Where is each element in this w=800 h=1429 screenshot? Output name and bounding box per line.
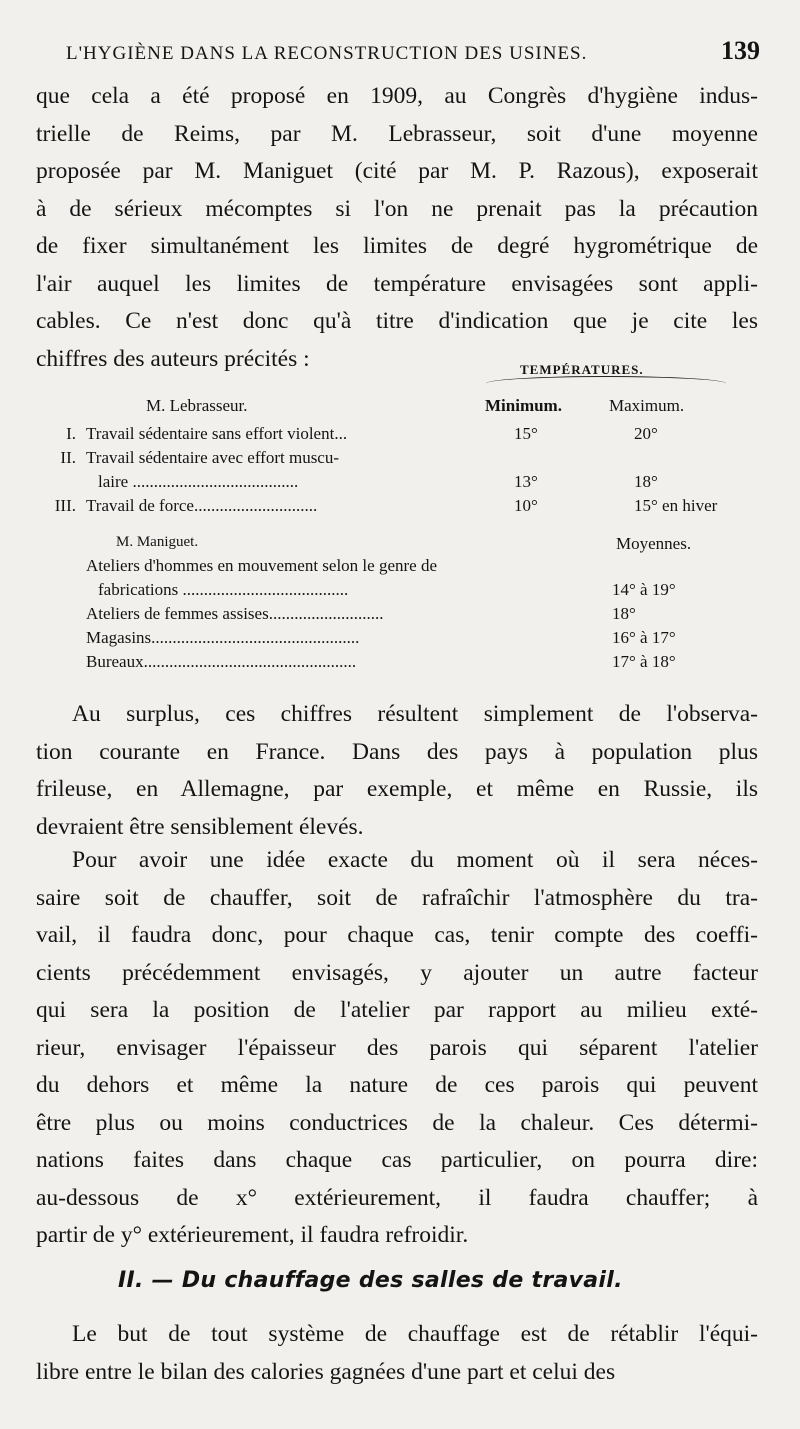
- text-line: cables. Ce n'est donc qu'à titre d'indication que je cite les: [36, 308, 758, 334]
- table-row: [36, 472, 766, 496]
- row-label: fabrications .......................................: [98, 580, 349, 599]
- row-number: II.: [60, 448, 76, 467]
- page-number: 139: [721, 36, 760, 65]
- text-line: nations faites dans chaque cas particulier, on pourra dire:: [36, 1147, 758, 1173]
- text-line: trielle de Reims, par M. Lebrasseur, soit d'une moyenne: [36, 120, 758, 147]
- table-row: [36, 448, 766, 472]
- row-maximum: 15° en hiver: [634, 496, 718, 515]
- table-row: [36, 652, 766, 676]
- text-line: saire soit de chauffer, soit de rafraîchir l'atmosphère du tra-: [36, 884, 758, 911]
- row-label: Ateliers de femmes assises...........................: [86, 604, 384, 623]
- table-row: [36, 496, 766, 520]
- running-title: L'HYGIÈNE DANS LA RECONSTRUCTION DES USINES.: [66, 43, 588, 64]
- row-label: Ateliers d'hommes en mouvement selon le genre de: [86, 556, 437, 575]
- table-header-row: [36, 396, 766, 420]
- row-minimum: 13°: [514, 472, 538, 491]
- brace-line: [486, 376, 726, 391]
- column-maximum: Maximum.: [609, 396, 685, 415]
- row-average: 16° à 17°: [612, 628, 676, 647]
- table-header-row: [36, 534, 766, 558]
- column-minimum: Minimum.: [485, 396, 562, 415]
- table-row: [36, 424, 766, 448]
- row-average: 18°: [612, 604, 636, 623]
- row-label: Travail sédentaire avec effort muscu-: [86, 448, 340, 467]
- row-maximum: 20°: [634, 424, 658, 443]
- text-line: qui sera la position de l'atelier par rapport au milieu exté-: [36, 997, 758, 1023]
- table-row: [36, 604, 766, 628]
- section-heading: II. — Du chauffage des salles de travail.: [118, 1268, 623, 1293]
- column-moyennes: Moyennes.: [616, 534, 692, 553]
- text-line: du dehors et même la nature de ces parois qui peuvent: [36, 1072, 758, 1098]
- text-line: cients précédemment envisagés, y ajouter un autre facteur: [36, 959, 758, 986]
- text-line: vail, il faudra donc, pour chaque cas, tenir compte des coeffi-: [36, 922, 758, 948]
- author-lebrasseur: M. Lebrasseur.: [146, 396, 248, 415]
- text-line: Le but de tout système de chauffage est de rétablir l'équi-: [72, 1321, 758, 1347]
- text-line: que cela a été proposé en 1909, au Congrès d'hygiène indus-: [36, 83, 758, 109]
- row-maximum: 18°: [634, 472, 658, 491]
- text-line: frileuse, en Allemagne, par exemple, et même en Russie, ils: [36, 776, 758, 802]
- text-line: libre entre le bilan des calories gagnées d'une part et celui des: [36, 1358, 616, 1385]
- text-line: Pour avoir une idée exacte du moment où il sera néces-: [72, 847, 758, 873]
- row-label: Travail de force.............................: [86, 496, 318, 515]
- text-line: chiffres des auteurs précités :: [36, 345, 310, 372]
- row-label: laire .......................................: [98, 472, 299, 491]
- text-line: tion courante en France. Dans des pays à population plus: [36, 738, 758, 765]
- text-line: au-dessous de x° extérieurement, il faudra chauffer; à: [36, 1184, 758, 1211]
- row-label: Magasins.................................................: [86, 628, 360, 647]
- text-line: l'air auquel les limites de température envisagées sont appli-: [36, 270, 758, 297]
- paragraph-4: [36, 1316, 758, 1391]
- author-maniguet: M. Maniguet.: [116, 534, 199, 550]
- row-average: 17° à 18°: [612, 652, 676, 671]
- text-line: de fixer simultanément les limites de degré hygrométrique de: [36, 233, 758, 259]
- row-number: I.: [66, 424, 76, 443]
- table-row: [36, 628, 766, 652]
- text-line: être plus ou moins conductrices de la chaleur. Ces détermi-: [36, 1109, 758, 1136]
- text-line: partir de y° extérieurement, il faudra refroidir.: [36, 1222, 469, 1248]
- text-line: devraient être sensiblement élevés.: [36, 813, 364, 840]
- row-average: 14° à 19°: [612, 580, 676, 599]
- table-row: [36, 580, 766, 604]
- text-line: rieur, envisager l'épaisseur des parois qui séparent l'atelier: [36, 1034, 758, 1061]
- row-label: Bureaux..................................................: [86, 652, 357, 671]
- row-minimum: 10°: [514, 496, 538, 515]
- row-label: Travail sédentaire sans effort violent...: [86, 424, 348, 443]
- text-line: à de sérieux mécomptes si l'on ne prenait pas la précaution: [36, 195, 758, 222]
- paragraph-1: [36, 78, 758, 378]
- temperatures-header: TEMPÉRATURES.: [520, 362, 644, 377]
- text-line: Au surplus, ces chiffres résultent simplement de l'observa-: [72, 701, 758, 727]
- paragraph-3: [36, 842, 758, 1255]
- paragraph-2: [36, 696, 758, 846]
- table-row: [36, 556, 766, 580]
- text-line: proposée par M. Maniguet (cité par M. P. Razous), exposerait: [36, 158, 758, 184]
- row-minimum: 15°: [514, 424, 538, 443]
- row-number: III.: [54, 496, 76, 515]
- running-head: [66, 36, 760, 66]
